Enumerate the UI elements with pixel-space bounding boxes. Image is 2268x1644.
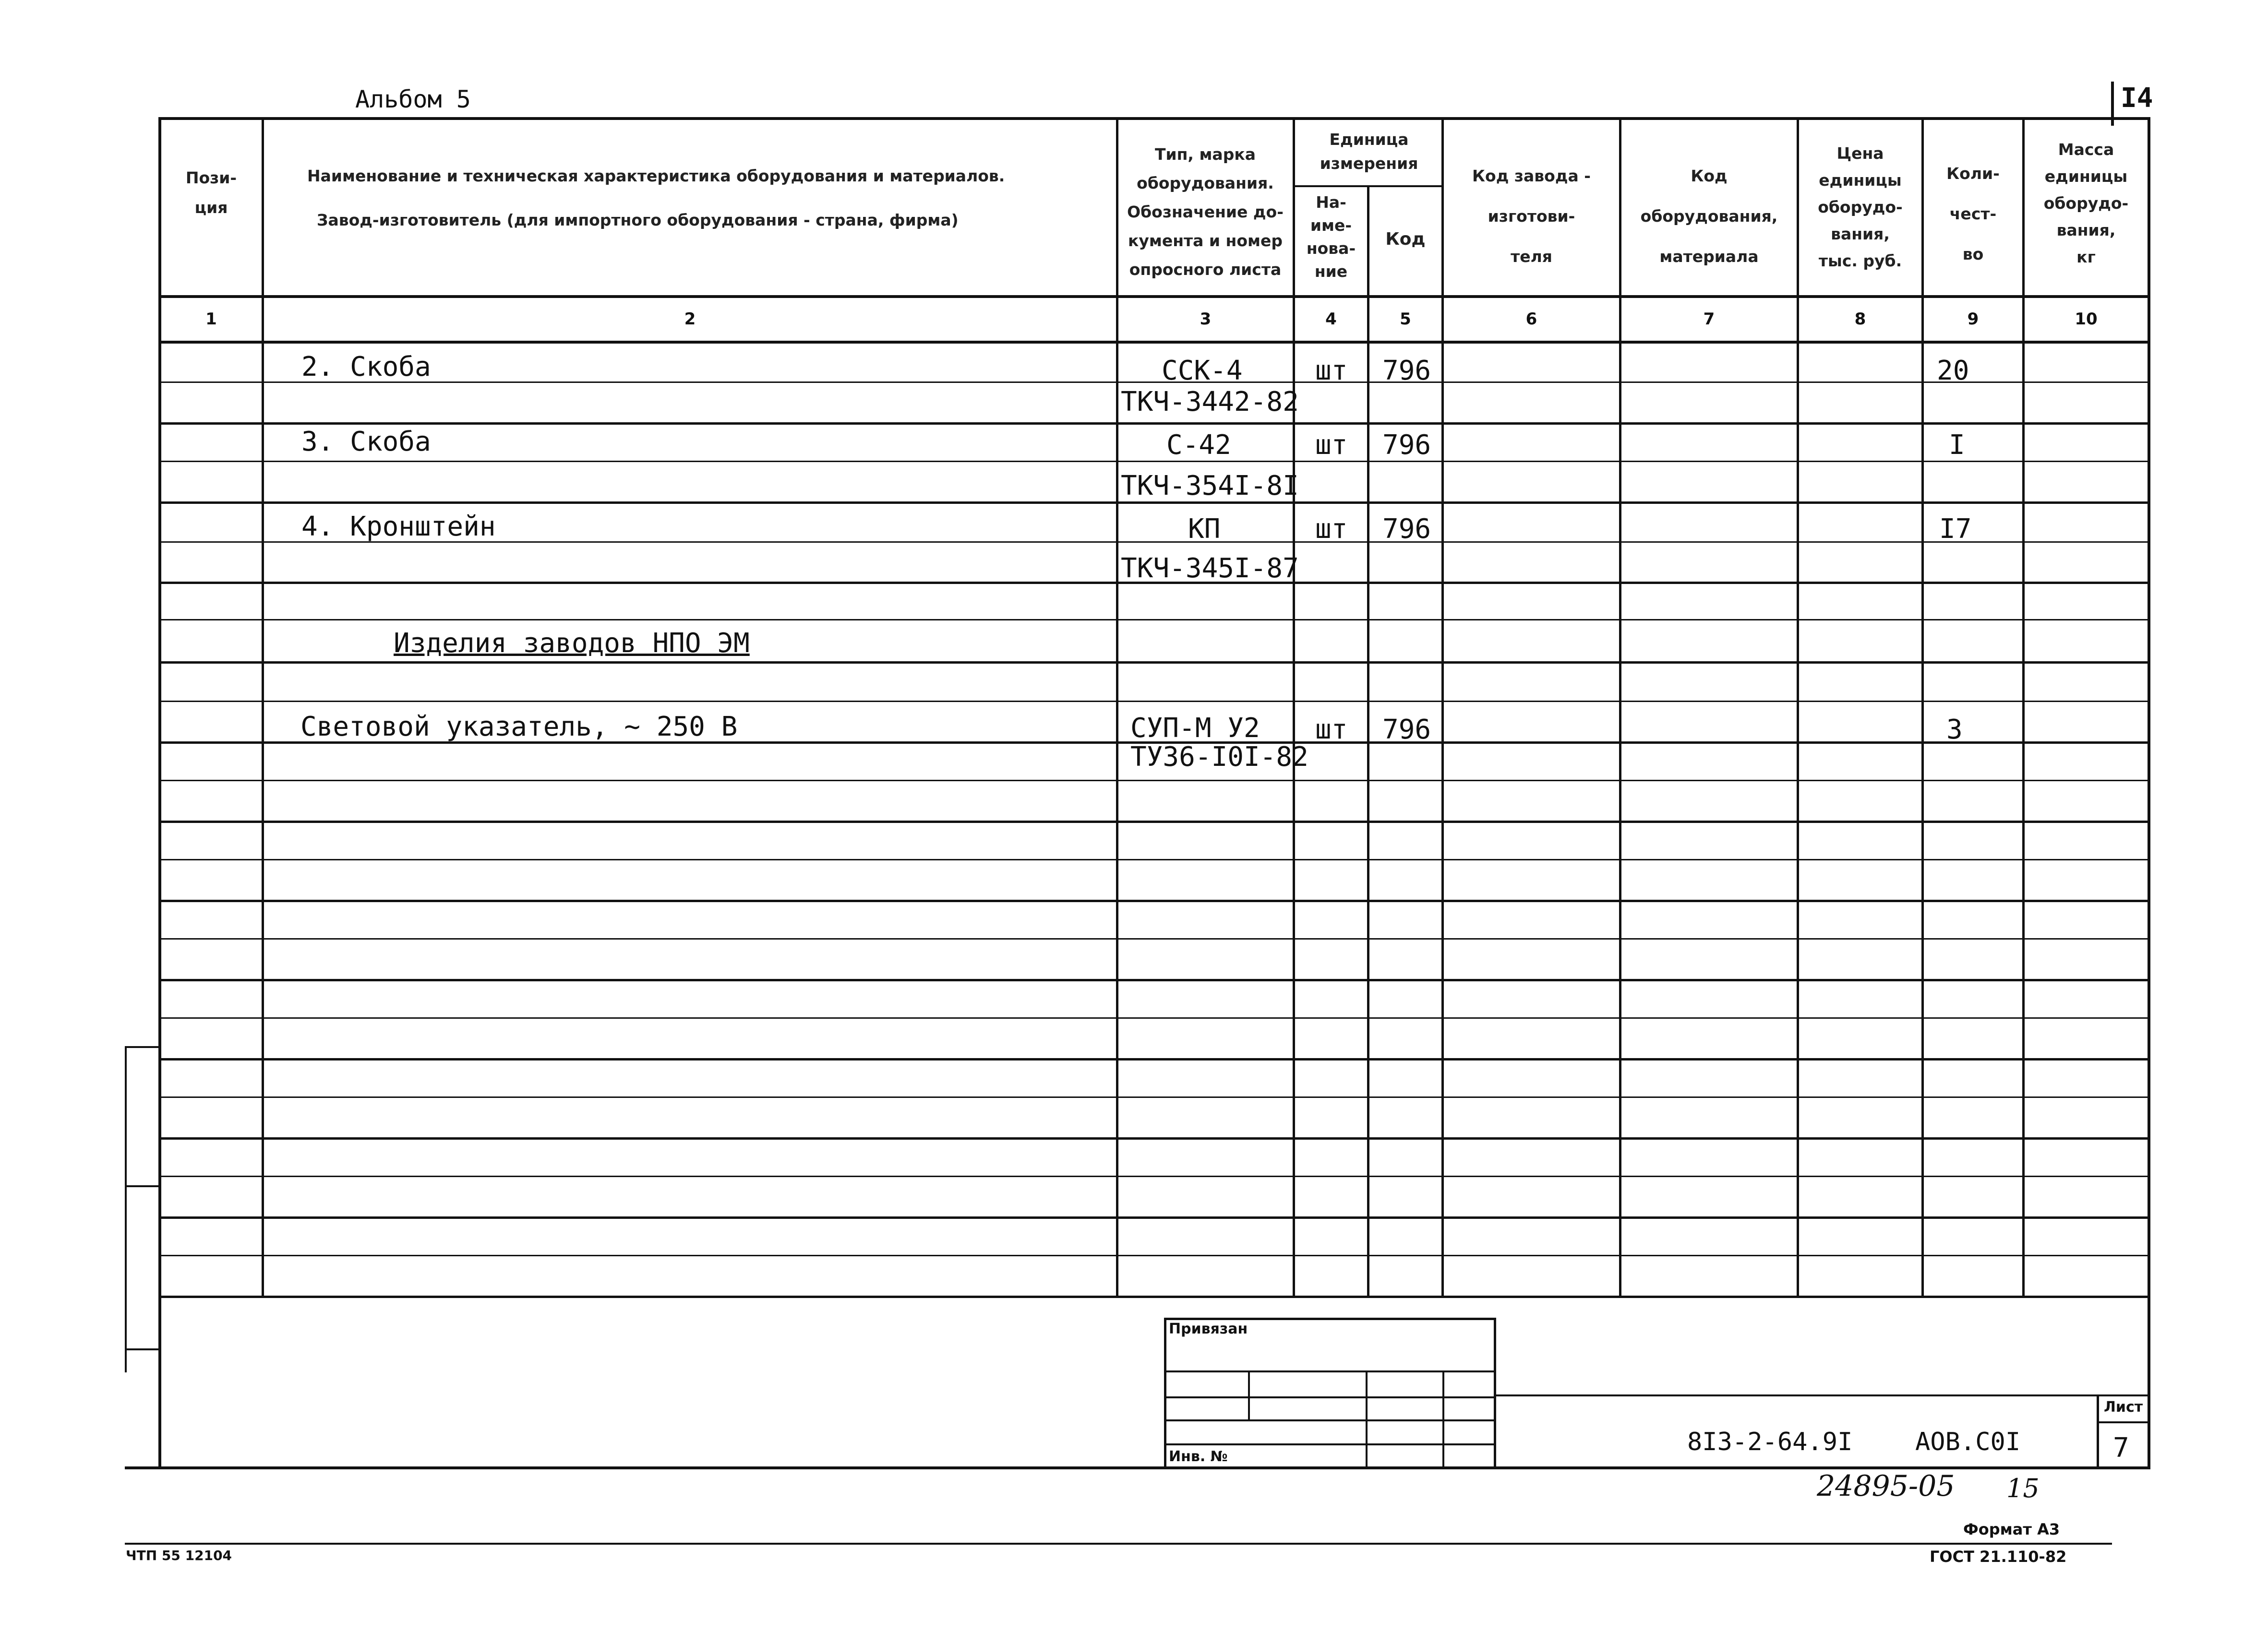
frame-right — [2148, 117, 2150, 1469]
col-line-5 — [1441, 117, 1444, 1297]
header-position: Пози- ция — [185, 168, 237, 217]
row-separator — [158, 938, 2150, 940]
stamp-line — [1164, 1370, 1495, 1372]
header-mass: Масса единицы оборудо- вания, кг — [2043, 140, 2129, 266]
header-quantity: Коли- чест- во — [1946, 164, 2000, 263]
colnum-4: 4 — [1325, 310, 1337, 329]
header-type: Тип, марка оборудования. Обозначение до- кумента и номер опросного листа — [1127, 145, 1284, 279]
row-separator — [158, 381, 2150, 383]
stamp-line — [1248, 1370, 1250, 1421]
margin-line — [125, 1185, 160, 1187]
stamp-bound-label: Привязан — [1169, 1321, 1248, 1337]
row-5-name: Световой указатель, ~ 250 В — [300, 711, 738, 742]
stamp-line — [1164, 1396, 1495, 1398]
row-5-type: СУП-М У2 — [1130, 713, 1260, 744]
row-2-type: ССК-4 — [1162, 355, 1243, 386]
row-separator — [158, 1296, 2150, 1298]
colnum-2: 2 — [684, 310, 696, 329]
row-separator — [158, 619, 2150, 620]
row-separator — [158, 1176, 2150, 1177]
row-separator — [158, 1216, 2150, 1219]
title-block-line — [1494, 1394, 2150, 1396]
unit-group-divider — [1293, 185, 1444, 187]
header-equipment-code: Код оборудования, материала — [1640, 167, 1778, 266]
row-3-type: С-42 — [1166, 429, 1231, 461]
header-factory-code: Код завода - изготови- теля — [1472, 167, 1591, 266]
colnum-5: 5 — [1400, 310, 1411, 329]
col-line-7 — [1797, 117, 1799, 1297]
col-line-6 — [1619, 117, 1621, 1297]
footer-format: Формат А3 — [1963, 1520, 2060, 1538]
row-separator — [158, 1096, 2150, 1098]
footer-gost: ГОСТ 21.110-82 — [1930, 1548, 2067, 1566]
row-4-unit: шт — [1315, 513, 1348, 545]
row-3-doc: ТКЧ-354I-8I — [1121, 470, 1299, 501]
row-2-qty: 20 — [1937, 355, 1969, 386]
row-separator — [158, 1017, 2150, 1019]
row-separator — [158, 900, 2150, 902]
row-2-unit: шт — [1315, 355, 1348, 386]
colnum-bottom — [158, 341, 2150, 344]
row-separator — [158, 661, 2150, 664]
doc-number: 8I3-2-64.9I — [1687, 1428, 1853, 1456]
col-line-2 — [1116, 117, 1118, 1297]
row-4-code: 796 — [1382, 513, 1431, 545]
row-2-code: 796 — [1382, 355, 1431, 386]
frame-top — [158, 117, 2150, 120]
col-line-3 — [1293, 117, 1295, 1297]
col-line-8 — [1921, 117, 1924, 1297]
row-3-name: 3. Скоба — [301, 426, 431, 457]
section-title: Изделия заводов НПО ЭМ — [394, 628, 750, 659]
album-label: Альбом 5 — [355, 85, 471, 113]
row-5-unit: шт — [1315, 714, 1348, 745]
colnum-1: 1 — [205, 310, 217, 329]
row-5-qty: 3 — [1946, 714, 1963, 745]
header-unit-group: Единица измерения — [1320, 130, 1418, 173]
row-4-qty: I7 — [1939, 513, 1972, 545]
row-3-qty: I — [1949, 429, 1965, 461]
row-2-name: 2. Скоба — [301, 351, 431, 382]
page-number: I4 — [2121, 83, 2153, 114]
row-separator — [158, 1137, 2150, 1140]
stamp-line — [1164, 1318, 1166, 1469]
row-separator — [158, 1058, 2150, 1060]
row-4-doc: ТКЧ-345I-87 — [1121, 553, 1299, 584]
stamp-line — [1164, 1419, 1495, 1421]
margin-line — [125, 1046, 160, 1048]
header-unit-name: На- име- нова- ние — [1306, 193, 1356, 281]
colnum-10: 10 — [2075, 310, 2098, 329]
stamp-line — [1494, 1318, 1496, 1469]
stamp-line — [1366, 1370, 1368, 1469]
row-separator — [158, 780, 2150, 781]
margin-line — [125, 1348, 160, 1350]
doc-code: АОВ.С0I — [1915, 1428, 2021, 1456]
row-5-doc: ТУ36-I0I-82 — [1130, 741, 1308, 773]
colnum-6: 6 — [1525, 310, 1537, 329]
row-separator — [158, 979, 2150, 981]
row-separator — [158, 859, 2150, 860]
footer-left: ЧТП 55 12104 — [126, 1548, 232, 1563]
row-3-unit: шт — [1315, 429, 1348, 461]
header-bottom — [158, 295, 2150, 298]
title-block-line — [2097, 1394, 2099, 1469]
sheet-label: Лист — [2104, 1399, 2143, 1416]
footer-line — [125, 1543, 2112, 1545]
col-line-9 — [2022, 117, 2025, 1297]
archive-page: 15 — [2006, 1473, 2040, 1503]
colnum-3: 3 — [1200, 310, 1212, 329]
colnum-8: 8 — [1854, 310, 1866, 329]
row-separator — [158, 422, 2150, 425]
title-block-line — [2097, 1421, 2150, 1423]
colnum-9: 9 — [1967, 310, 1979, 329]
colnum-7: 7 — [1703, 310, 1715, 329]
archive-number: 24895-05 — [1817, 1469, 1955, 1503]
row-3-code: 796 — [1382, 429, 1431, 461]
header-unit-code: Код — [1385, 229, 1426, 249]
stamp-line — [1164, 1318, 1495, 1320]
sheet-number: 7 — [2113, 1432, 2129, 1464]
header-name-line2: Завод-изготовитель (для импортного оборудования - страна, фирма) — [317, 211, 959, 229]
stamp-inv-label: Инв. № — [1169, 1448, 1228, 1465]
row-separator — [158, 701, 2150, 702]
row-separator — [158, 1255, 2150, 1256]
row-4-name: 4. Кронштейн — [301, 511, 496, 542]
row-separator — [158, 501, 2150, 504]
margin-line — [125, 1046, 127, 1372]
row-5-code: 796 — [1382, 714, 1431, 745]
stamp-line — [1164, 1443, 1495, 1445]
col-line-1 — [262, 117, 264, 1297]
row-separator — [158, 461, 2150, 462]
row-2-doc: ТКЧ-3442-82 — [1121, 386, 1299, 417]
row-4-type: КП — [1188, 513, 1221, 545]
stamp-line — [1442, 1370, 1444, 1469]
row-separator — [158, 821, 2150, 823]
header-name-line1: Наименование и техническая характеристика оборудования и материалов. — [307, 167, 1005, 185]
header-price: Цена единицы оборудо- вания, тыс. руб. — [1818, 144, 1903, 270]
